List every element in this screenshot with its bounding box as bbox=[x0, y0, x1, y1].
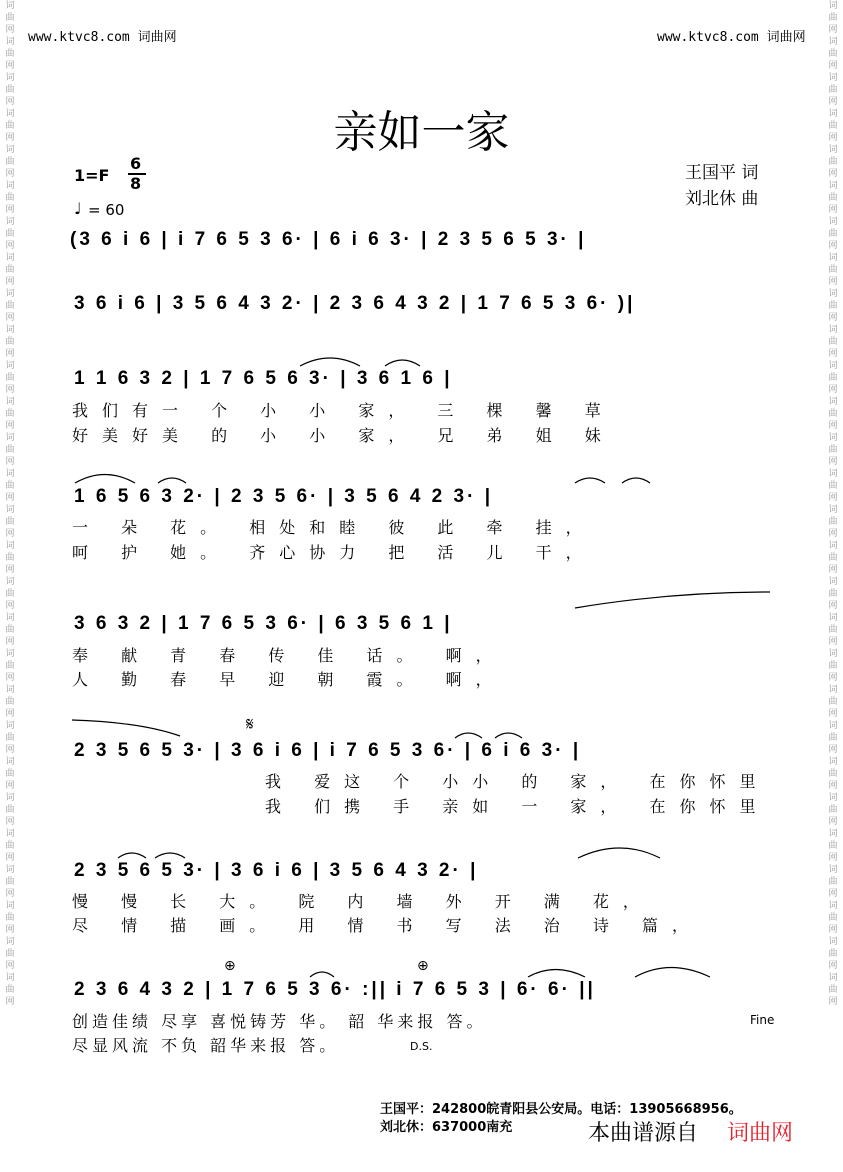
segno-icon: 𝄋 bbox=[246, 714, 254, 735]
slur-10 bbox=[495, 733, 522, 738]
notation-row-3: 1 1 6 3 2 | 1 7 6 5 6 3· | 3 6 1 6 | bbox=[74, 368, 453, 389]
notation-row-7: 2 3 5 6 5 3· | 3 6 i 6 | 3 5 6 4 3 2· | bbox=[74, 860, 479, 881]
source-site-logo[interactable]: 词曲网 bbox=[727, 1121, 794, 1146]
slur-11 bbox=[118, 853, 146, 858]
left-watermark-strip: 词曲网词曲网词曲网词曲网词曲网词曲网词曲网词曲网词曲网词曲网词曲网词曲网词曲网词曲网词曲网词曲网词曲网词曲网词曲网词曲网词曲网词曲网词曲网词曲网词曲网词曲网词曲网词曲网 bbox=[5, 1, 15, 1007]
time-denominator: 8 bbox=[130, 174, 142, 193]
slur-6 bbox=[622, 478, 650, 483]
quarter-note-icon: ♩ bbox=[74, 199, 82, 218]
ds-marking: D.S. bbox=[410, 1040, 433, 1053]
lyric-row-8-verse-1: 创造佳绩 尽享 喜悦铸芳 华。 韶 华来报 答。 bbox=[72, 1012, 487, 1031]
composer-credit: 刘北休 曲 bbox=[685, 189, 759, 209]
slur-12 bbox=[155, 853, 185, 858]
lyric-row-5-verse-2: 人 勤 春 早 迎 朝 霞。 啊， bbox=[72, 670, 506, 689]
slur-16 bbox=[635, 968, 710, 978]
time-numerator: 6 bbox=[130, 154, 142, 173]
source-label: 本曲谱源自 bbox=[588, 1121, 699, 1146]
notation-row-8: 2 3 6 4 3 2 | 1 7 6 5 3 6· :|| i 7 6 5 3 | 6· 6· || bbox=[74, 979, 596, 1000]
lyric-row-7-verse-2: 尽 情 描 画。 用 情 书 写 法 治 诗 篇， bbox=[72, 916, 702, 935]
lyric-row-8-verse-2: 尽显风流 不负 韶华来报 答。 bbox=[72, 1036, 340, 1055]
lyric-row-6-verse-2: 我 们携 手 亲如 一 家， 在你怀里 bbox=[265, 797, 770, 816]
lyric-row-4-verse-1: 一 朵 花。 相处和睦 彼 此 牵 挂， bbox=[72, 518, 596, 537]
notation-row-4: 1 6 5 6 3 2· | 2 3 5 6· | 3 5 6 4 2 3· | bbox=[74, 486, 494, 507]
coda-icon-2: ⊕ bbox=[417, 958, 429, 974]
lyric-row-5-verse-1: 奉 献 青 春 传 佳 话。 啊， bbox=[72, 646, 506, 665]
fine-marking: Fine bbox=[750, 1013, 775, 1027]
notation-row-2: 3 6 i 6 | 3 5 6 4 3 2· | 2 3 6 4 3 2 | 1 7 6 5 3 6· )| bbox=[74, 293, 636, 314]
tempo-marking: = 60 bbox=[88, 201, 125, 219]
notation-row-6: 2 3 5 6 5 3· | 3 6 i 6 | i 7 6 5 3 6· | 6 i 6 3· | bbox=[74, 740, 582, 761]
song-title: 亲如一家 bbox=[333, 107, 510, 158]
notation-row-1: (3 6 i 6 | i 7 6 5 3 6· | 6 i 6 3· | 2 3 5 6 5 3· | bbox=[70, 229, 587, 250]
lyric-row-7-verse-1: 慢 慢 长 大。 院 内 墙 外 开 满 花， bbox=[72, 892, 653, 911]
slur-15 bbox=[528, 970, 585, 978]
key-signature: 1=F bbox=[74, 166, 110, 185]
contact-composer: 刘北休：637000南充 bbox=[380, 1120, 513, 1135]
slur-4 bbox=[158, 478, 186, 483]
slur-8 bbox=[72, 720, 180, 736]
watermark-url-left: www.ktvc8.com 词曲网 bbox=[28, 30, 177, 45]
contact-lyricist: 王国平：242800皖青阳县公安局。电话：13905668956。 bbox=[380, 1102, 742, 1117]
lyric-row-6-verse-1: 我 爱这 个 小小 的 家， 在你怀里 bbox=[265, 772, 770, 791]
watermark-url-right: www.ktvc8.com 词曲网 bbox=[657, 30, 806, 45]
lyric-row-3-verse-2: 好美好美 的 小 小 家， 兄 弟 姐 妹 bbox=[72, 426, 615, 445]
slur-1 bbox=[300, 358, 360, 366]
slur-7 bbox=[575, 592, 770, 608]
slur-13 bbox=[578, 848, 660, 858]
coda-icon: ⊕ bbox=[224, 958, 236, 974]
lyricist-credit: 王国平 词 bbox=[685, 163, 759, 183]
slur-9 bbox=[455, 733, 482, 738]
notation-row-5: 3 6 3 2 | 1 7 6 5 3 6· | 6 3 5 6 1 | bbox=[74, 613, 453, 634]
slur-3 bbox=[75, 475, 135, 484]
lyric-row-4-verse-2: 呵 护 她。 齐心协力 把 活 儿 干， bbox=[72, 543, 596, 562]
right-watermark-strip: 词曲网词曲网词曲网词曲网词曲网词曲网词曲网词曲网词曲网词曲网词曲网词曲网词曲网词曲网词曲网词曲网词曲网词曲网词曲网词曲网词曲网词曲网词曲网词曲网词曲网词曲网词曲网词曲网 bbox=[828, 1, 838, 1007]
slur-5 bbox=[575, 478, 605, 483]
slur-14 bbox=[310, 972, 334, 977]
lyric-row-3-verse-1: 我们有一 个 小 小 家， 三 棵 馨 草 bbox=[72, 401, 615, 420]
slur-2 bbox=[385, 360, 420, 366]
